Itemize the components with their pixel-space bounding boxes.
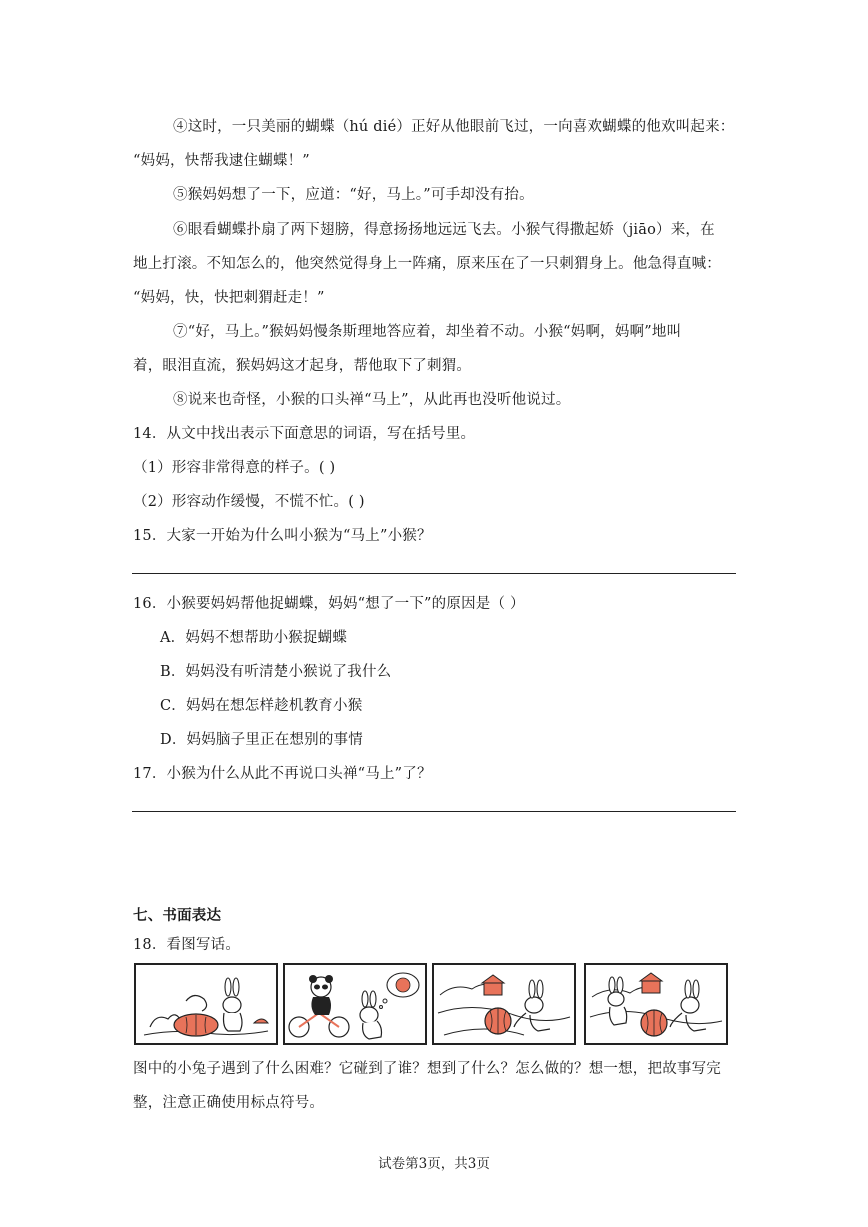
passage-paragraph-6: ⑥眼看蝴蝶扑扇了两下翅膀，得意扬扬地远远飞去。小猴气得撒起娇（jiāo）来，在 — [173, 222, 715, 238]
question-14-part-1: （1）形容非常得意的样子。( ) — [133, 460, 336, 476]
answer-line-17[interactable] — [132, 811, 736, 812]
two-rabbits-pumpkin-illustration — [586, 965, 726, 1043]
writing-prompt: 图中的小兔子遇到了什么困难？它碰到了谁？想到了什么？怎么做的？想一想，把故事写完 — [133, 1061, 721, 1077]
rabbit-pumpkin-illustration-1 — [136, 965, 276, 1043]
passage-paragraph-7-cont: 着，眼泪直流，猴妈妈这才起身，帮他取下了刺猬。 — [133, 358, 472, 374]
rabbit-rolling-pumpkin-illustration — [434, 965, 574, 1043]
question-18: 18．看图写话。 — [133, 937, 241, 953]
picture-panel-4 — [584, 963, 728, 1045]
writing-prompt-cont: 整，注意正确使用标点符号。 — [133, 1095, 325, 1111]
option-c[interactable]: C．妈妈在想怎样趁机教育小猴 — [160, 698, 363, 714]
passage-paragraph-6-cont2: “妈妈，快，快把刺猬赶走！” — [133, 290, 325, 306]
question-16: 16．小猴要妈妈帮他捉蝴蝶，妈妈“想了一下”的原因是（ ） — [133, 596, 525, 612]
answer-line-15[interactable] — [132, 573, 736, 574]
passage-paragraph-6-cont: 地上打滚。不知怎么的，他突然觉得身上一阵痛，原来压在了一只刺猬身上。他急得直喊： — [133, 256, 721, 272]
option-a[interactable]: A．妈妈不想帮助小猴捉蝴蝶 — [160, 630, 348, 646]
picture-panel-2 — [283, 963, 427, 1045]
question-14: 14．从文中找出表示下面意思的词语，写在括号里。 — [133, 426, 476, 442]
section-heading: 七、书面表达 — [133, 907, 222, 924]
question-14-part-2: （2）形容动作缓慢，不慌不忙。( ) — [133, 494, 365, 510]
option-d[interactable]: D．妈妈脑子里正在想别的事情 — [160, 732, 363, 748]
panda-bicycle-illustration — [285, 965, 425, 1043]
picture-panel-1 — [134, 963, 278, 1045]
question-15: 15．大家一开始为什么叫小猴为“马上”小猴？ — [133, 528, 432, 544]
option-b[interactable]: B．妈妈没有听清楚小猴说了我什么 — [160, 664, 392, 680]
passage-paragraph-8: ⑧说来也奇怪，小猴的口头禅“马上”，从此再也没听他说过。 — [173, 392, 571, 408]
passage-paragraph-7: ⑦“好，马上。”猴妈妈慢条斯理地答应着，却坐着不动。小猴“妈啊，妈啊”地叫 — [173, 324, 682, 340]
passage-paragraph-5: ⑤猴妈妈想了一下，应道：“好，马上。”可手却没有抬。 — [173, 187, 534, 203]
page-footer: 试卷第3页，共3页 — [378, 1156, 490, 1172]
question-17: 17．小猴为什么从此不再说口头禅“马上”了？ — [133, 766, 432, 782]
passage-paragraph-4-cont: “妈妈，快帮我逮住蝴蝶！” — [133, 153, 310, 169]
passage-paragraph-4: ④这时，一只美丽的蝴蝶（hú dié）正好从他眼前飞过，一向喜欢蝴蝶的他欢叫起来： — [173, 119, 735, 135]
picture-panel-3 — [432, 963, 576, 1045]
